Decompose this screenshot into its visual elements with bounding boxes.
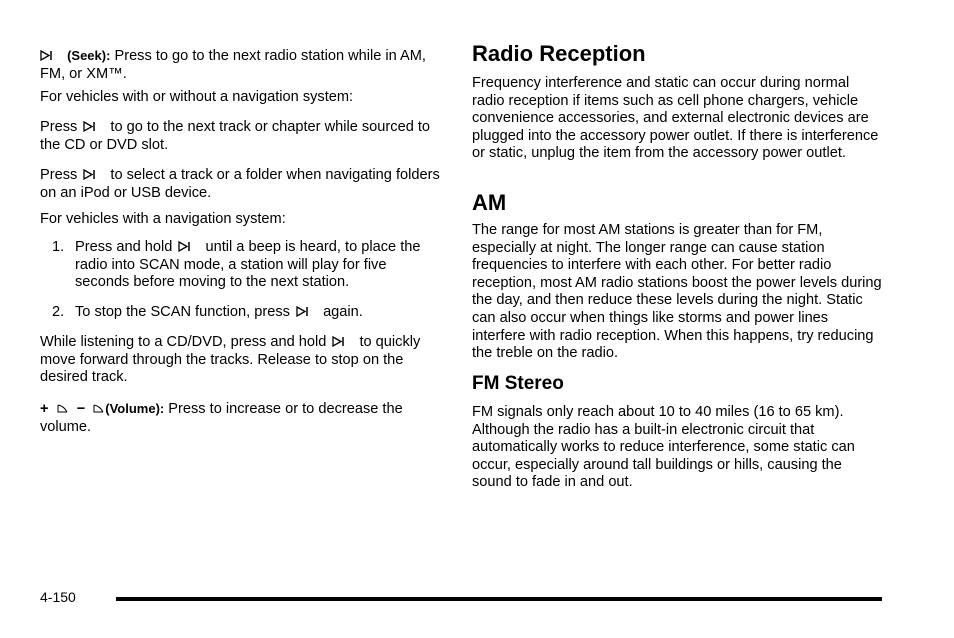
seek-paragraph	[40, 47, 444, 83]
fm-stereo-heading: FM Stereo	[472, 373, 564, 394]
seek-next-icon	[178, 241, 191, 252]
press-next-track-paragraph	[40, 119, 444, 154]
volume-knob-icon	[92, 403, 105, 414]
nav-without-text: For vehicles with or without a navigation system:	[40, 89, 354, 105]
volume-paragraph	[40, 400, 444, 436]
seek-next-icon	[83, 169, 96, 180]
list-item-text: until a beep is heard, to place the radio into SCAN mode, a station will play for five seconds before moving to the next station.	[75, 239, 421, 291]
volume-label: (Volume):	[105, 401, 165, 416]
scan-steps-list	[40, 239, 444, 321]
volume-text: Press to increase or to decrease the volume.	[40, 401, 403, 435]
listening-text: to quickly move forward through the tracks. Release to stop on the desired track.	[40, 334, 421, 386]
press-select-track-paragraph	[40, 167, 444, 202]
fm-stereo-text: FM signals only reach about 10 to 40 miles (16 to 65 km). Although the radio has a built-in electronic circuit that automatically works to reduce interference, some static can occur, especially around tall buildings or hills, causing the sound to fade in and out.	[472, 404, 855, 491]
list-item-prefix: To stop the SCAN function, press	[75, 303, 295, 320]
am-text: The range for most AM stations is greater than for FM, especially at night. The longer range can cause station frequencies to interfere with each other. For better radio reception, most AM radio stations boost the power levels during the day, and then reduce these levels during the night. Static can also occur when things like storms and power lines interfere with radio reception. When this happens, try reducing the treble on the radio.	[472, 222, 882, 362]
list-item	[40, 239, 444, 292]
volume-plus: +	[40, 401, 49, 417]
press-next-track-text: to go to the next track or chapter while sourced to the CD or DVD slot.	[40, 119, 431, 153]
footer-rule	[116, 597, 882, 601]
seek-label: (Seek):	[67, 48, 111, 63]
seek-next-icon	[83, 121, 96, 132]
press-select-track-text: to select a track or a folder when navigating folders on an iPod or USB device.	[40, 167, 440, 201]
seek-next-icon	[296, 306, 309, 317]
seek-text: Press to go to the next radio station while in AM, FM, or XM™.	[40, 48, 426, 82]
seek-next-icon	[40, 50, 53, 61]
radio-reception-text: Frequency interference and static can occur during normal radio reception if items such as cell phone chargers, vehicle convenience accessories, and external electronic devices are plugged into the accessory power outlet. If there is interference or static, unplug the item from the accessory power outlet.	[472, 75, 879, 162]
press-next-track-prefix: Press	[40, 119, 82, 135]
list-item-text: again.	[319, 303, 363, 320]
volume-minus: −	[76, 401, 86, 417]
seek-next-icon	[332, 336, 345, 347]
radio-reception-heading: Radio Reception	[472, 41, 646, 66]
list-item-prefix: Press and hold	[75, 239, 177, 255]
listening-prefix: While listening to a CD/DVD, press and hold	[40, 334, 331, 350]
press-select-track-prefix: Press	[40, 167, 82, 183]
list-item	[40, 304, 444, 322]
nav-with-text: For vehicles with a navigation system:	[40, 211, 286, 227]
listening-paragraph	[40, 334, 444, 387]
volume-knob-icon	[56, 403, 69, 414]
am-heading: AM	[472, 190, 507, 215]
list-item-number: 2.	[52, 303, 65, 320]
page-number: 4-150	[40, 589, 76, 605]
list-item-number: 1.	[52, 239, 65, 255]
